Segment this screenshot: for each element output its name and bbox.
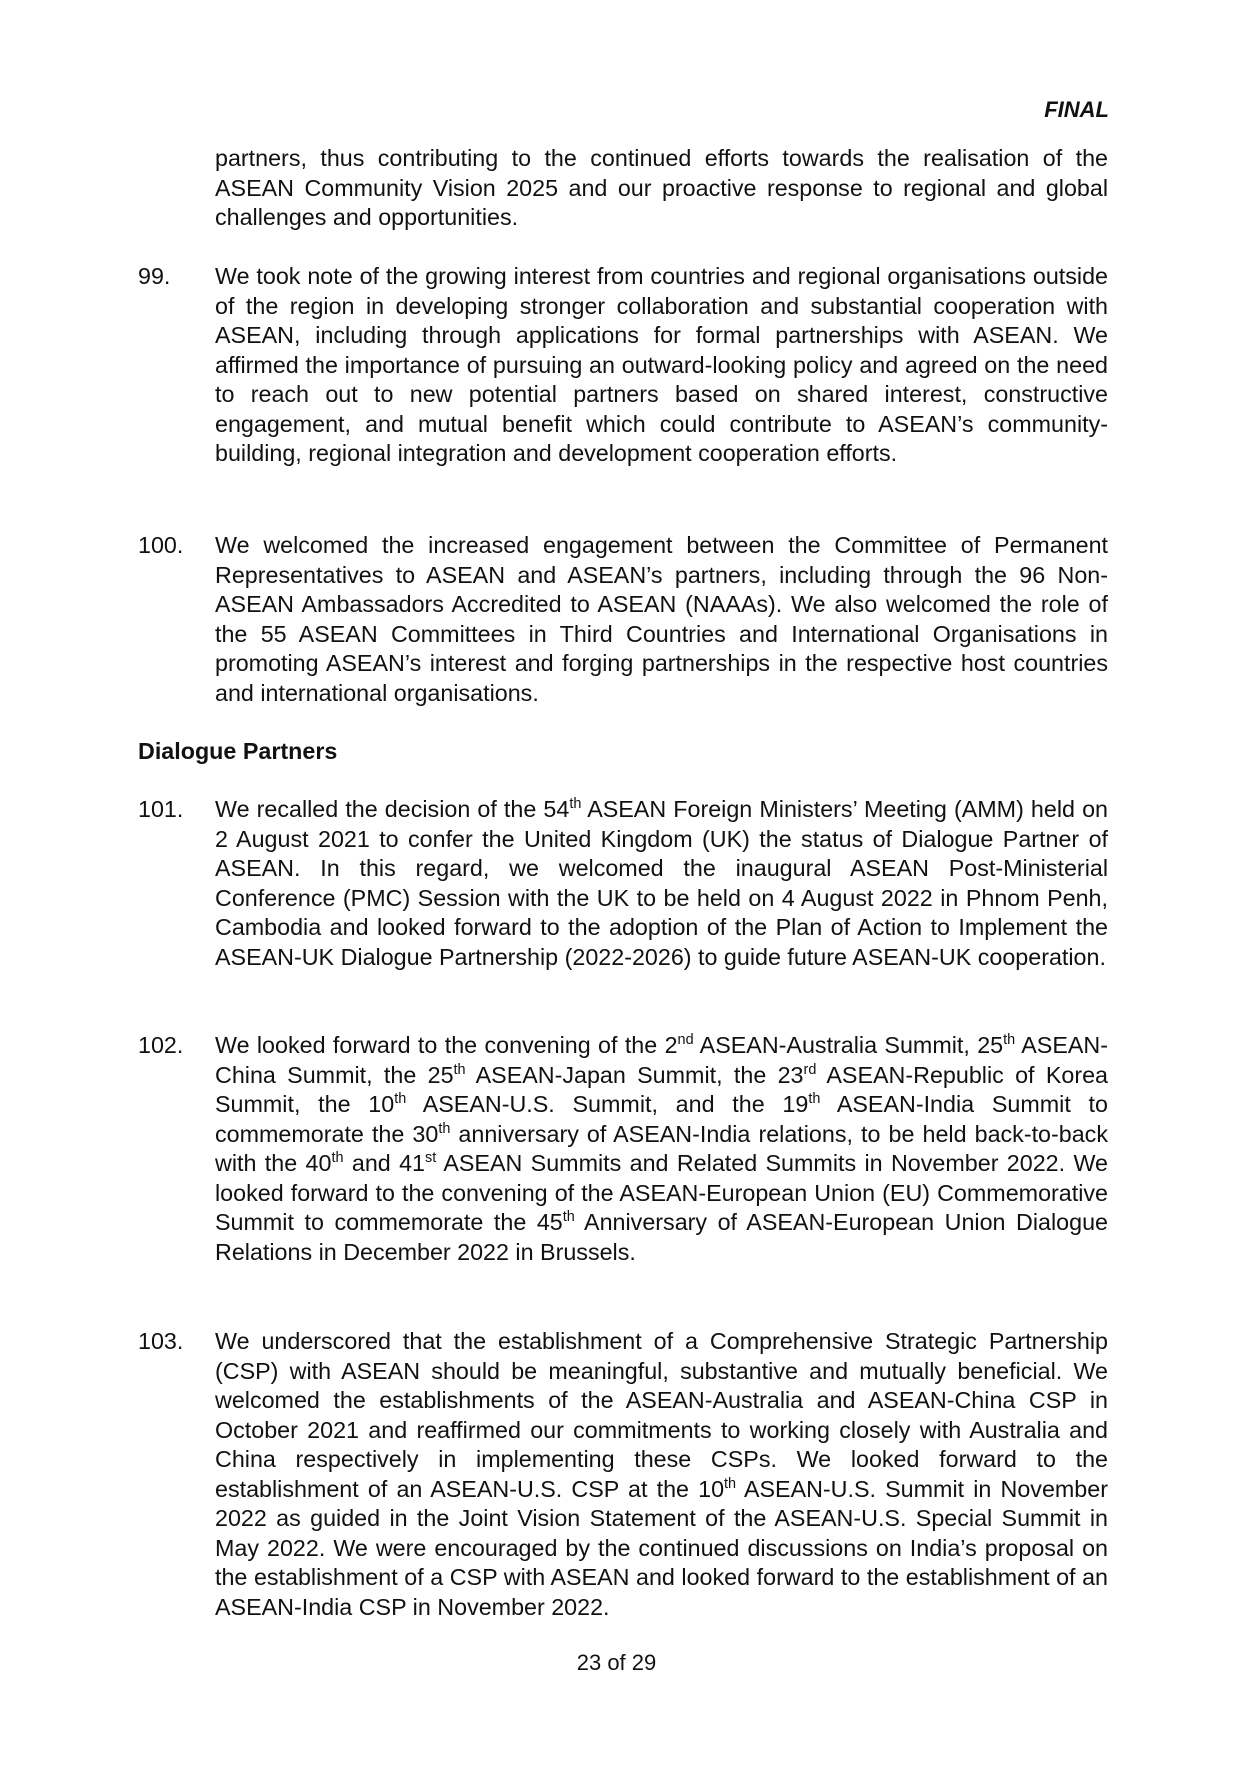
ordinal-superscript: rd — [803, 1061, 817, 1078]
paragraph-text-segment: ASEAN-U.S. Summit, and the 19 — [406, 1091, 809, 1117]
ordinal-superscript: th — [1003, 1032, 1016, 1049]
paragraph-text-segment: We underscored that the establishment of a Comprehensive Strategic Partnership (CSP) with ASEAN should be meaningful, substantive and mutually beneficial. We welcomed the establishments of the ASEAN-Australia and ASEAN-China CSP in October 2021 and reaffirmed our commitments to working closely with Australia and China respectively in implementing these CSPs. We looked forward to the establishment of an ASEAN-U.S. CSP at the 10 — [215, 1328, 1108, 1502]
paragraph-number-100: 100. — [138, 532, 184, 558]
paragraph-text-segment: We welcomed the increased engagement between the Committee of Permanent Representatives to ASEAN and ASEAN’s partners, including through the 96 Non-ASEAN Ambassadors Accredited to ASEAN (NAAAs). We also welcomed the role of the 55 ASEAN Committees in Third Countries and International Organisations in promoting ASEAN’s interest and forging partnerships in the respective host countries and international organisations. — [215, 532, 1108, 706]
paragraph-text-segment: ASEAN-Australia Summit, 25 — [693, 1032, 1004, 1058]
paragraph-text-segment: We looked forward to the convening of the 2 — [215, 1032, 678, 1058]
paragraph-number-101: 101. — [138, 796, 184, 822]
ordinal-superscript: st — [425, 1150, 437, 1167]
continuation-paragraph: partners, thus contributing to the continued efforts towards the realisation of the ASEAN Community Vision 2025 and our proactive response to regional and global challenges and opportunities. — [215, 145, 1108, 230]
paragraph-103-text — [215, 1327, 1108, 1622]
paragraph-text-segment: We took note of the growing interest from countries and regional organisations outside of the region in developing stronger collaboration and substantial cooperation with ASEAN, including through applications for formal partnerships with ASEAN. We affirmed the importance of pursuing an outward-looking policy and agreed on the need to reach out to new potential partners based on shared interest, constructive engagement, and mutual benefit which could contribute to ASEAN’s community-building, regional integration and development cooperation efforts. — [215, 263, 1108, 466]
ordinal-superscript: th — [724, 1475, 737, 1492]
paragraph-text-segment: ASEAN-China Summit, the 25 — [215, 1032, 1108, 1088]
paragraph-number-99: 99. — [138, 263, 171, 289]
document-status-label: FINAL — [1044, 97, 1109, 122]
page-number: 23 of 29 — [576, 1650, 657, 1675]
paragraph-text-segment: and 41 — [343, 1150, 426, 1176]
paragraph-number-102: 102. — [138, 1032, 184, 1058]
ordinal-superscript: th — [331, 1150, 344, 1167]
paragraph-text-segment: ASEAN-Japan Summit, the 23 — [465, 1061, 804, 1088]
paragraph-text-segment: ASEAN-U.S. Summit in November 2022 as guided in the Joint Vision Statement of the ASEAN-U.S. Special Summit in May 2022. We were encouraged by the continued discussions on India’s proposal on the establishment of a CSP with ASEAN and looked forward to the establishment of an ASEAN-India CSP in November 2022. — [215, 1475, 1108, 1620]
ordinal-superscript: th — [562, 1209, 575, 1226]
paragraph-text-segment: ASEAN-India Summit to commemorate the 30 — [215, 1091, 1108, 1147]
ordinal-superscript: th — [438, 1120, 451, 1137]
ordinal-superscript: th — [569, 796, 582, 813]
paragraph-100-text — [215, 531, 1108, 708]
paragraph-99-text — [215, 262, 1108, 469]
ordinal-superscript: th — [808, 1091, 821, 1108]
paragraph-text-segment: anniversary of ASEAN-India relations, to be held back-to-back with the 40 — [215, 1120, 1108, 1176]
paragraph-text-segment: Anniversary of ASEAN-European Union Dialogue Relations in December 2022 in Brussels. — [215, 1209, 1108, 1265]
paragraph-102-text — [215, 1031, 1108, 1267]
paragraph-text-segment: We recalled the decision of the 54 — [215, 796, 570, 822]
section-heading-dialogue-partners: Dialogue Partners — [138, 738, 338, 764]
ordinal-superscript: th — [453, 1061, 466, 1078]
ordinal-superscript: nd — [677, 1032, 694, 1049]
paragraph-text-segment: ASEAN Summits and Related Summits in November 2022. We looked forward to the convening of the ASEAN-European Union (EU) Commemorative Summit to commemorate the 45 — [215, 1150, 1108, 1235]
paragraph-text-segment: ASEAN Foreign Ministers’ Meeting (AMM) held on 2 August 2021 to confer the United Kingdom (UK) the status of Dialogue Partner of ASEAN. In this regard, we welcomed the inaugural ASEAN Post-Ministerial Conference (PMC) Session with the UK to be held on 4 August 2022 in Phnom Penh, Cambodia and looked forward to the adoption of the Plan of Action to Implement the ASEAN-UK Dialogue Partnership (2022-2026) to guide future ASEAN-UK cooperation. — [215, 796, 1108, 970]
paragraph-number-103: 103. — [138, 1328, 184, 1354]
paragraph-text-segment: ASEAN-Republic of Korea Summit, the 10 — [215, 1061, 1108, 1117]
paragraph-101-text — [215, 795, 1108, 972]
ordinal-superscript: th — [394, 1091, 407, 1108]
